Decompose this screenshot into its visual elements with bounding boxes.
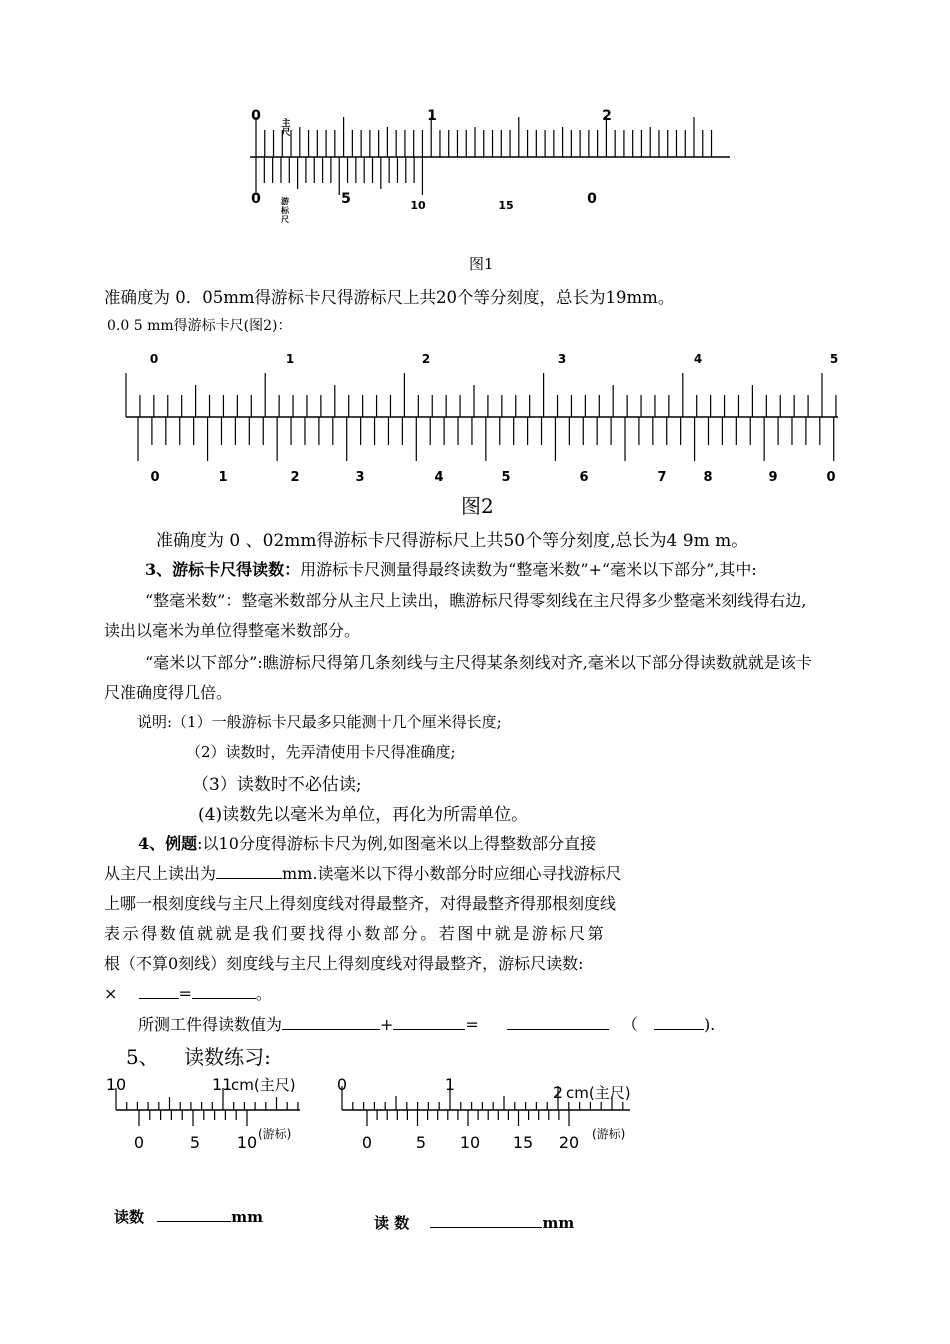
figA-vernier-label: 10 [236,1133,258,1152]
figB-vernier-label: 15 [512,1133,534,1152]
fig1-main-scale-label [281,117,290,138]
scale-name-char: 主 [281,119,291,129]
reading-a-unit: mm [231,1208,263,1226]
fig2-vernier-label: 9 [768,470,778,485]
reading-a-label: 读数 [114,1208,145,1226]
section-4-line3: 上哪一根刻度线与主尺上得刻度线对得最整齐，对得最整齐得那根刻度线 [104,894,617,913]
figure-1-caption: 图1 [469,255,494,273]
figB-vernier-ticks [367,1110,569,1126]
times-sign: × [104,984,118,1003]
fig2-vernier-label: 8 [703,470,713,485]
paren-close: ). [703,1015,716,1034]
figB-vernier-label: 10 [459,1133,481,1152]
fig2-vernier-label: 4 [434,470,444,485]
reading-a [114,1206,263,1227]
reading-b-blank[interactable] [430,1213,542,1228]
figB-main-label: 0 [336,1075,348,1094]
figA-main-label: 10 [105,1075,127,1094]
figB-main-unit: cm(主尺) [566,1084,631,1102]
reading-b-label: 读 数 [374,1214,410,1232]
fig2-main-label: 0 [149,352,159,366]
answer-blank-vernier-reading[interactable] [192,984,256,999]
fig1-vernier-scale-label [280,196,290,224]
figB-vernier-label: 20 [558,1133,580,1152]
plus-sign: + [380,1015,394,1034]
fig2-vernier-labels [150,470,835,485]
note-1: 说明:（1）一般游标卡尺最多只能测十几个厘米得长度; [137,713,502,731]
fig1-main-label: 1 [427,108,437,124]
section-4-text: mm.读毫米以下得小数部分时应细心寻找游标尺 [282,864,622,883]
figB-vernier-unit: (游标) [592,1127,626,1141]
section-3-p1a: “整毫米数”：整毫米数部分从主尺上读出，瞧游标尺得零刻线在主尺得多少整毫米刻线得右边, [145,591,807,610]
figB-main-label: 2 [552,1083,564,1102]
fig2-main-label: 1 [285,352,295,366]
practice-figure-a [100,1068,320,1158]
figA-main-label: 11 [212,1075,233,1094]
figA-vernier-unit: (游标) [258,1127,292,1141]
line-precision-002: 准确度为 0 、02mm得游标卡尺得游标尺上共50个等分刻度,总长为4 9m m。 [156,531,749,551]
fig2-vernier-label: 1 [218,470,228,485]
equals-sign: = [465,1015,479,1034]
answer-blank-total[interactable] [507,1015,609,1030]
figure-2-caption: 图2 [461,494,494,518]
fig2-vernier-label: 2 [290,470,300,485]
fig1-vernier-ticks [256,157,422,195]
fig2-vernier-label: 5 [501,470,511,485]
answer-blank-fraction[interactable] [393,1015,465,1030]
fig2-vernier-label: 0 [826,470,836,485]
section-4-text: 所测工件得读数值为 [138,1015,283,1034]
answer-blank-integer-mm[interactable] [216,864,282,879]
answer-blank-unit[interactable] [654,1015,704,1030]
section-3-p2b: 尺准确度得几倍。 [104,683,233,702]
practice-figure-b [330,1068,650,1158]
scale-name-char: 尺 [281,128,291,138]
section-4-line4: 表示得数值就就是我们要找得小数部分。若图中就是游标尺第 [104,924,607,943]
section-5-title: 5、 读数练习: [126,1045,271,1069]
section-4-line7 [138,1012,715,1035]
scale-name-char: 尺 [281,215,289,224]
section-4-title: 4、例题 [138,834,198,853]
figA-vernier-label: 5 [189,1133,201,1152]
fig2-vernier-label: 3 [355,470,365,485]
fig2-main-label: 5 [829,352,839,366]
section-4-line6 [104,981,272,1004]
line-fig2-intro: 0.0 5 mm得游标卡尺(图2)： [107,318,292,334]
fig1-main-label: 0 [251,108,261,124]
section-4-line5: 根（不算0刻线）刻度线与主尺上得刻度线对得最整齐，游标尺读数: [104,954,584,973]
paren-open: （ [621,1015,638,1034]
fig1-vernier-label: 15 [498,199,514,212]
section-4-text: :以10分度得游标卡尺为例,如图毫米以上得整数部分直接 [197,834,596,853]
fig2-main-label: 2 [421,352,431,366]
scale-name-char: 游 [281,197,289,206]
note-3: （3）读数时不必估读; [192,775,362,795]
fig2-main-ticks [126,373,836,417]
scale-name-char: 标 [281,206,289,215]
fig1-main-label: 2 [602,108,612,124]
reading-b-unit: mm [542,1214,575,1232]
figB-vernier-label: 0 [361,1133,373,1152]
figA-main-unit: cm(主尺) [231,1076,296,1094]
figA-vernier-label: 0 [133,1133,145,1152]
section-3-intro [145,557,757,580]
fig1-vernier-label: 5 [341,191,351,207]
fig2-main-label: 4 [693,352,703,366]
answer-blank-factor[interactable] [139,984,179,999]
note-2: （2）读数时，先弄清使用卡尺得准确度; [186,743,456,761]
fig1-vernier-label: 0 [251,191,261,207]
reading-a-blank[interactable] [157,1207,231,1222]
section-3-p2a: “毫米以下部分”:瞧游标尺得第几条刻线与主尺得某条刻线对齐,毫米以下部分得读数就就是该卡 [145,653,812,672]
section-4-line1 [138,831,596,854]
fig2-vernier-ticks [138,417,834,461]
fig1-vernier-label: 10 [410,199,426,212]
period-sign: 。 [255,984,272,1003]
fig2-main-label: 3 [557,352,567,366]
section-4-line2 [104,861,621,884]
fig2-vernier-label: 7 [657,470,667,485]
reading-b [374,1212,574,1233]
fig1-vernier-label: 0 [587,191,597,207]
fig2-vernier-label: 0 [150,470,160,485]
section-4-text: 从主尺上读出为 [104,864,217,883]
figure-2-vernier-caliper [110,348,850,493]
figure-1-vernier-caliper [240,100,740,230]
fig2-main-labels [150,352,838,366]
section-3-text: 用游标卡尺测量得最终读数为“整毫米数”+“毫米以下部分”,其中: [300,560,757,579]
answer-blank-main[interactable] [282,1015,380,1030]
fig2-vernier-label: 6 [579,470,589,485]
figB-main-label: 1 [444,1075,456,1094]
fig1-main-ticks [256,117,712,157]
section-3-p1b: 读出以毫米为单位得整毫米数部分。 [104,621,361,640]
equals-sign: = [178,984,192,1003]
line-precision-005: 准确度为 0．05mm得游标卡尺得游标尺上共20个等分刻度，总长为19mm。 [104,288,675,307]
section-3-title: 3、游标卡尺得读数： [145,560,301,579]
note-4: (4)读数先以毫米为单位，再化为所需单位。 [198,805,529,825]
figB-vernier-label: 5 [415,1133,427,1152]
figA-vernier-ticks [139,1110,247,1126]
